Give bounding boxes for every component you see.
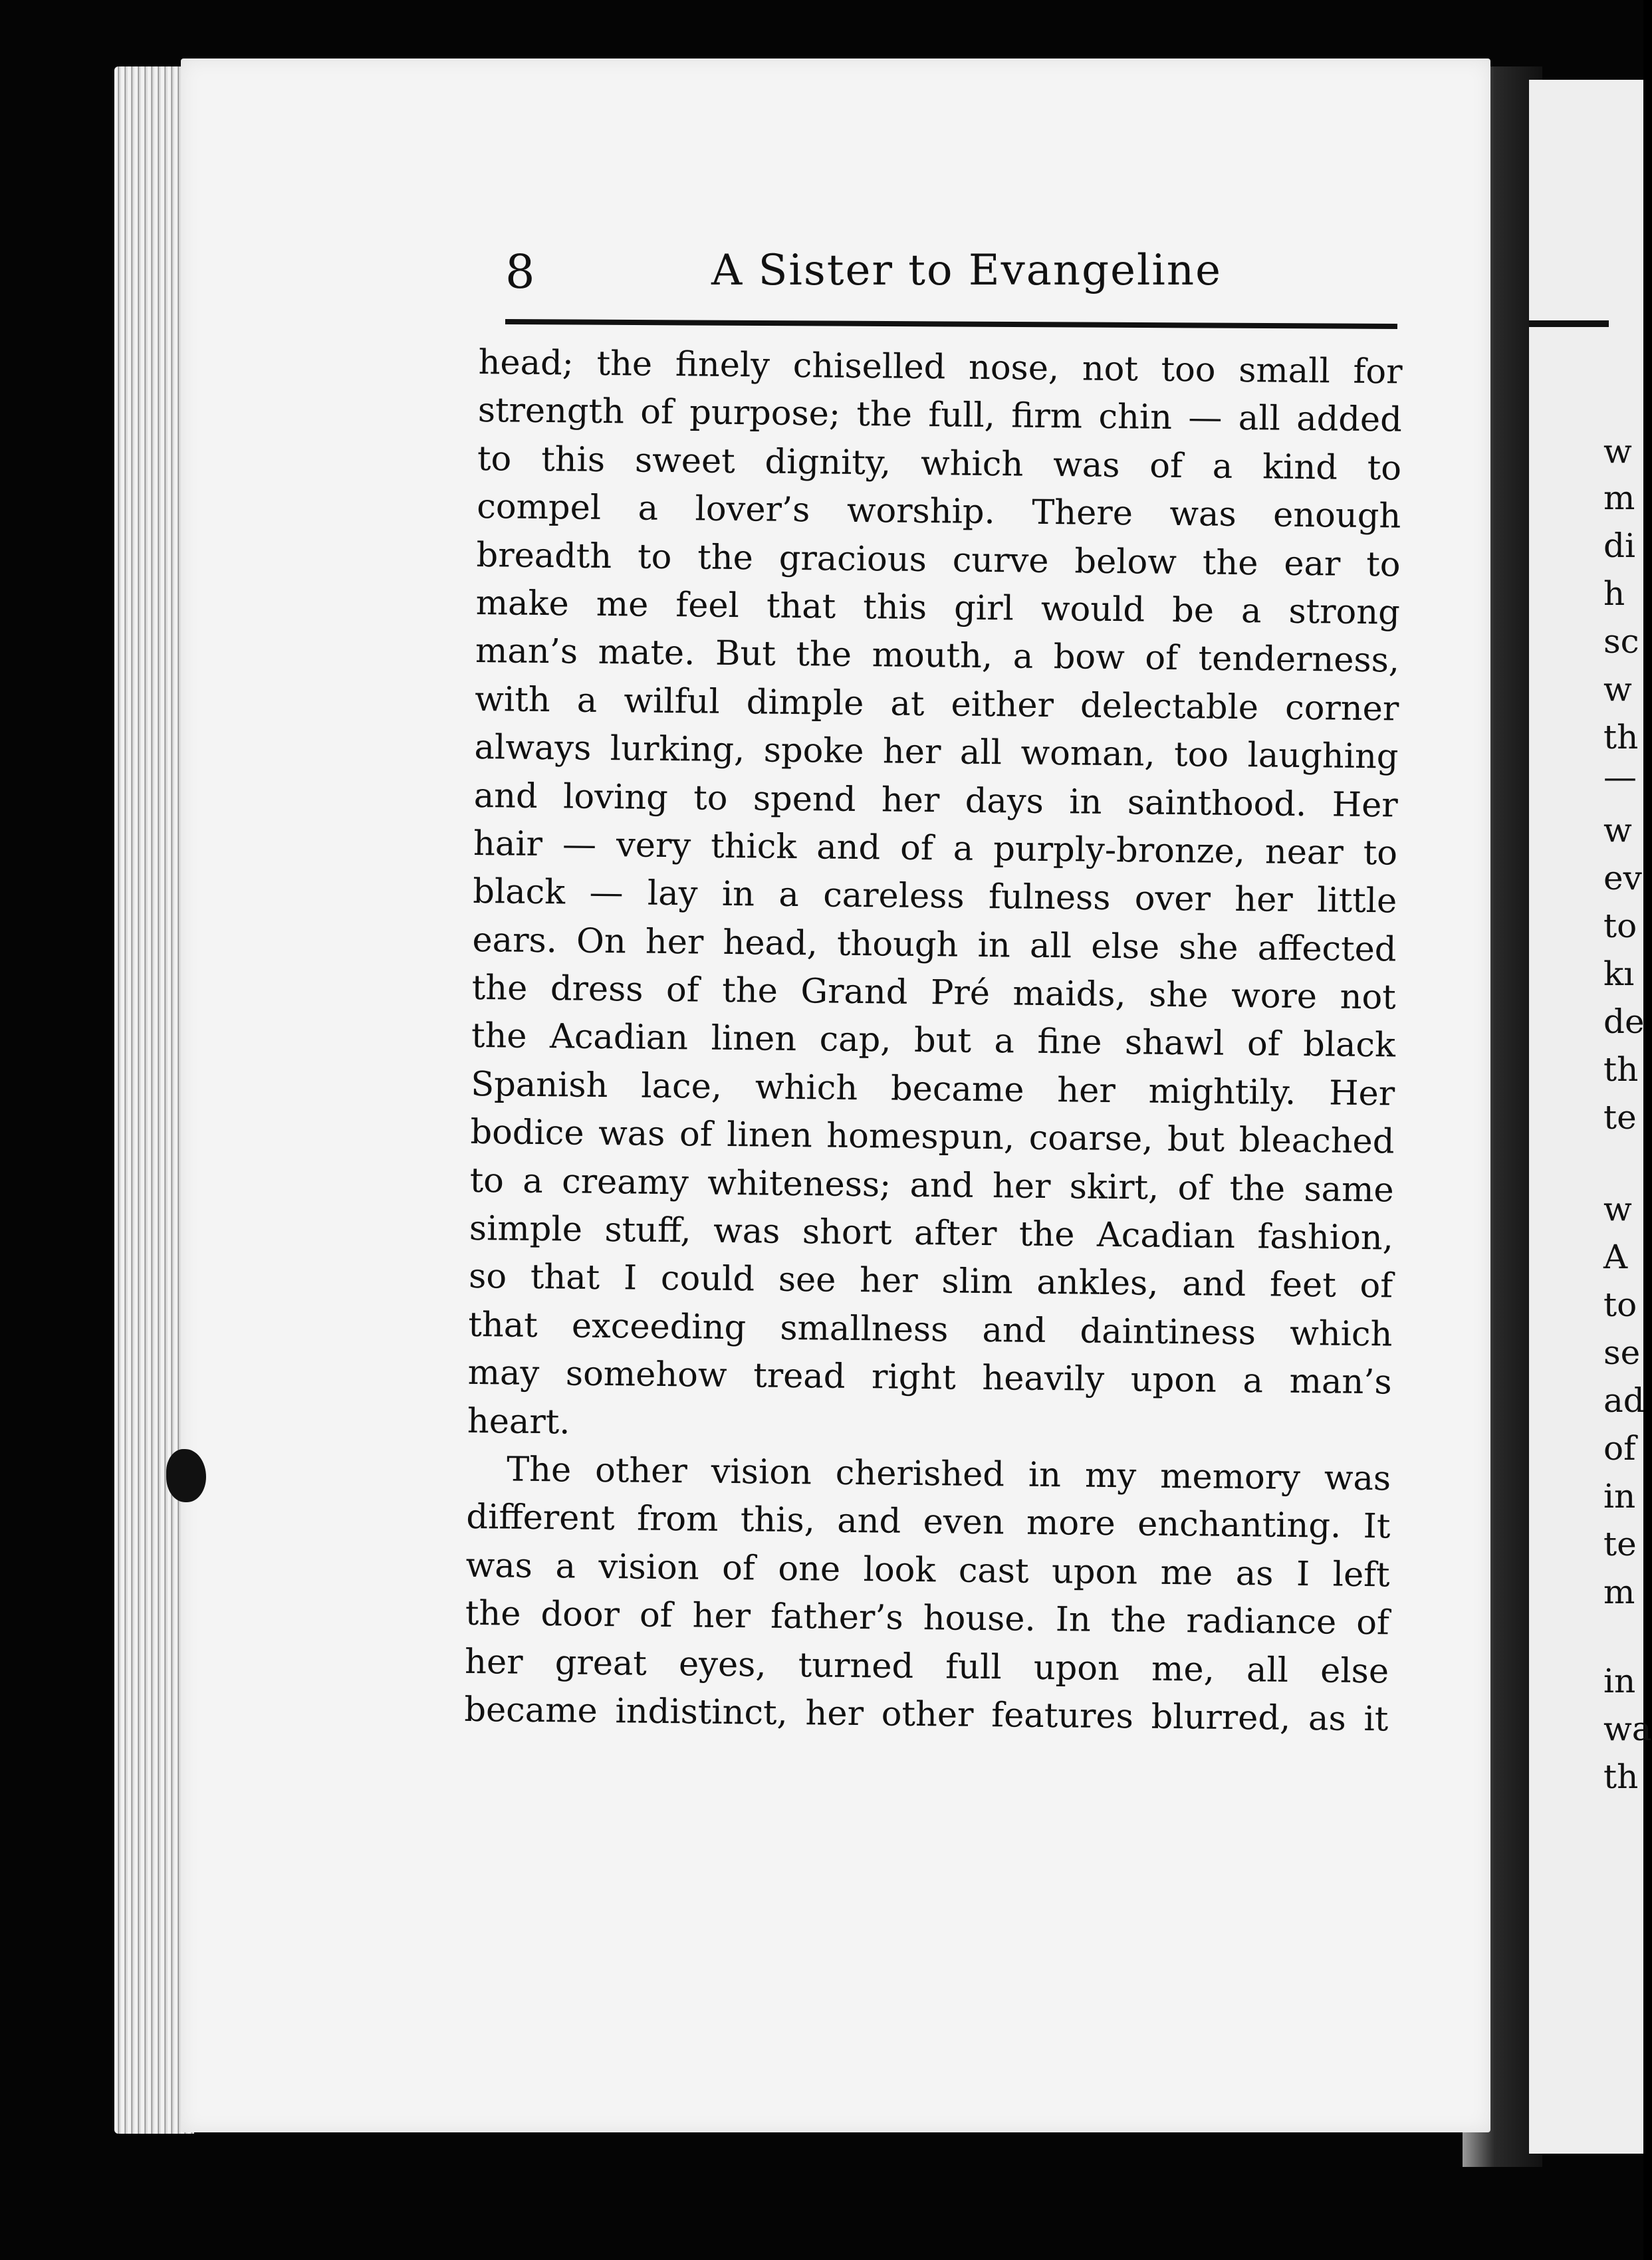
text-line: The other vision cherished in my memory was	[506, 1450, 1391, 1499]
text-line: man’s mate. But the mouth, a bow of tenderness,	[475, 631, 1400, 681]
facing-page-fragment: di	[1603, 526, 1635, 565]
facing-page-fragment: w	[1603, 1190, 1632, 1228]
text-line: always lurking, spoke her all woman, too laughing	[474, 728, 1399, 777]
text-line: and loving to spend her days in sainthood. Her	[473, 776, 1399, 826]
text-line: so that I could see her slim ankles, and feet of	[468, 1257, 1393, 1306]
text-line: the door of her father’s house. In the radiance of	[465, 1594, 1390, 1643]
ink-blot	[166, 1449, 206, 1502]
facing-page-fragment: se	[1603, 1333, 1641, 1372]
text-line: compel a lover’s worship. There was enough	[477, 487, 1401, 536]
facing-page-fragment: th	[1603, 1757, 1639, 1796]
text-line: different from this, and even more enchanting. It	[466, 1498, 1391, 1547]
text-line: that exceeding smallness and daintiness which	[468, 1305, 1393, 1355]
facing-page-fragment: in	[1603, 1662, 1636, 1700]
text-line: simple stuff, was short after the Acadian fashion,	[469, 1208, 1394, 1258]
text-line: black — lay in a careless fulness over her little	[472, 872, 1397, 921]
text-line: the Acadian linen cap, but a fine shawl of black	[471, 1016, 1396, 1066]
text-line: her great eyes, turned full upon me, all else	[464, 1642, 1389, 1691]
facing-page-fragment: in	[1603, 1477, 1636, 1516]
text-line: may somehow tread right heavily upon a man’s	[467, 1353, 1392, 1403]
facing-page-fragment: w	[1603, 670, 1632, 709]
facing-page-fragment: te	[1603, 1098, 1637, 1137]
facing-page-fragment: sc	[1603, 622, 1639, 661]
facing-page-fragment: te	[1603, 1525, 1637, 1563]
facing-page-fragment: of	[1603, 1429, 1636, 1468]
facing-page-fragment: th	[1603, 718, 1639, 756]
text-line: to a creamy whiteness; and her skirt, of the same	[469, 1161, 1394, 1210]
text-line: with a wilful dimple at either delectable corner	[475, 679, 1399, 729]
text-line: breadth to the gracious curve below the ear to	[476, 535, 1401, 585]
text-line: to this sweet dignity, which was of a kind to	[477, 439, 1402, 489]
text-line: heart.	[467, 1401, 570, 1442]
body-text	[464, 339, 1403, 1744]
page-header	[505, 239, 1403, 312]
facing-page-fragment: de	[1603, 1002, 1645, 1041]
facing-page-fragment: h	[1603, 574, 1625, 613]
facing-page-fragment: kı	[1603, 955, 1635, 993]
facing-page-fragment: —	[1603, 758, 1637, 796]
text-line: became indistinct, her other features blurred, as it	[464, 1690, 1389, 1740]
facing-page	[1529, 80, 1652, 2154]
text-line: head; the finely chiselled nose, not too small for	[478, 342, 1403, 392]
facing-page-fragment: w	[1603, 811, 1632, 849]
facing-page-fragment: w	[1603, 432, 1632, 471]
running-title: A Sister to Evangeline	[711, 246, 1222, 295]
facing-page-fragment: ev	[1603, 859, 1642, 897]
facing-page-fragment: m	[1603, 479, 1635, 517]
facing-page-fragment: m	[1603, 1573, 1635, 1611]
facing-page-fragment: to	[1603, 907, 1637, 945]
text-line: strength of purpose; the full, firm chin — all added	[477, 391, 1403, 440]
text-line: ears. On her head, though in all else she affected	[472, 920, 1397, 970]
text-line: hair — very thick and of a purply-bronze, near to	[473, 824, 1398, 873]
facing-page-fragment: wa	[1603, 1710, 1652, 1748]
page-number: 8	[505, 245, 535, 299]
facing-page-fragment: A	[1603, 1238, 1628, 1276]
facing-page-header-rule	[1529, 320, 1609, 327]
text-line: the dress of the Grand Pré maids, she wore not	[471, 968, 1397, 1018]
facing-page-fragment: ad	[1603, 1381, 1645, 1420]
facing-page-fragment: th	[1603, 1050, 1639, 1089]
facing-page-fragment: to	[1603, 1286, 1637, 1324]
text-line: bodice was of linen homespun, coarse, but bleached	[470, 1113, 1395, 1162]
text-line: was a vision of one look cast upon me as I left	[465, 1545, 1390, 1595]
text-line: make me feel that this girl would be a strong	[475, 583, 1401, 633]
text-line: Spanish lace, which became her mightily. Her	[470, 1064, 1395, 1114]
